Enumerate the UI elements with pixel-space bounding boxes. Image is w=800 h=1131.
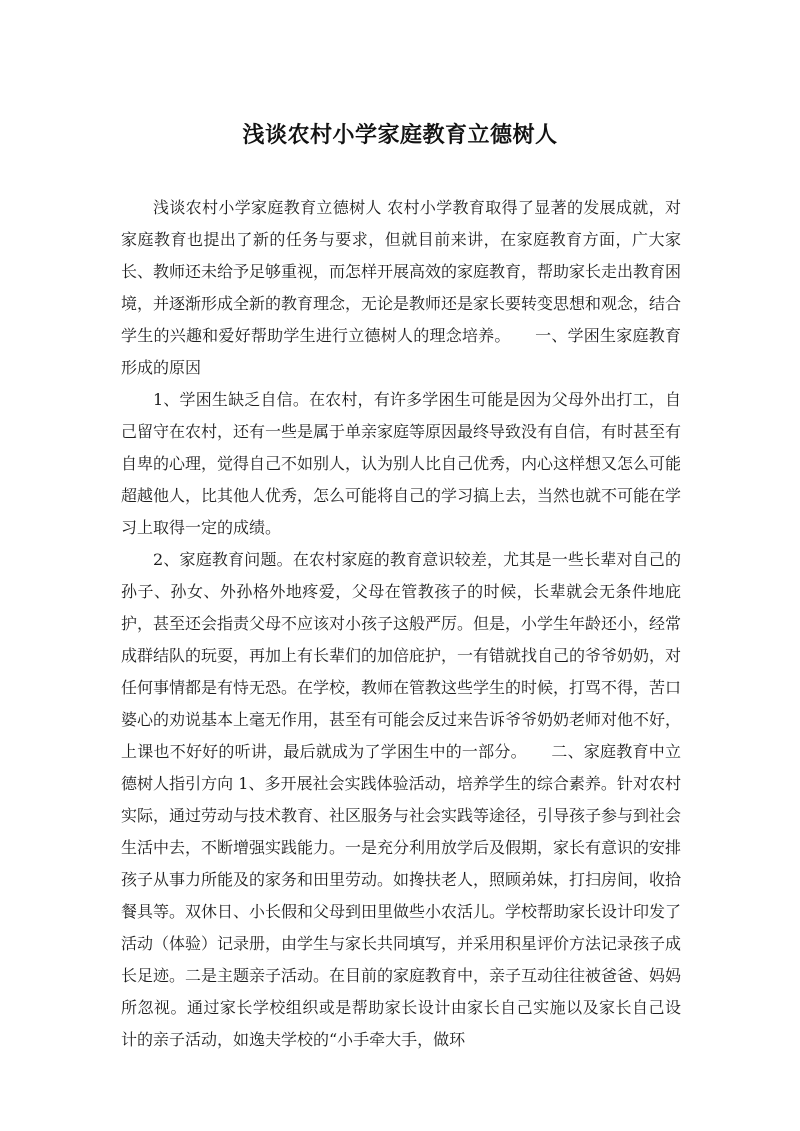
paragraph: 浅谈农村小学家庭教育立德树人 农村小学教育取得了显著的发展成就，对家庭教育也提出了新的任务与要求，但就目前来讲，在家庭教育方面，广大家长、教师还未给予足够重视，而怎样开展高效的家庭教育，帮助家长走出教育困境，并逐渐形成全新的教育理念，无论是教师还是家长要转变思想和观念，结合学生的兴趣和爱好帮助学生进行立德树人的理念培养。 一、学困生家庭教育形成的原因 [121,198,682,377]
document-body [121,192,681,1056]
paragraph: 1、学困生缺乏自信。在农村，有许多学困生可能是因为父母外出打工，自己留守在农村，还有一些是属于单亲家庭等原因最终导致没有自信，有时甚至有自卑的心理，觉得自己不如别人，认为别人比自己优秀，内心这样想又怎么可能超越他人，比其他人优秀，怎么可能将自己的学习搞上去，当然也就不可能在学习上取得一定的成绩。 [121,390,682,537]
document-title: 浅谈农村小学家庭教育立德树人 [242,123,558,148]
paragraph: 2、家庭教育问题。在农村家庭的教育意识较差，尤其是一些长辈对自己的孙子、孙女、外孙格外地疼爱，父母在管教孩子的时候，长辈就会无条件地庇护，甚至还会指责父母不应该对小孩子这般严厉。但是，小学生年龄还小，经常成群结队的玩耍，再加上有长辈们的加倍庇护，一有错就找自己的爷爷奶奶，对任何事情都是有恃无恐。在学校，教师在管教这些学生的时候，打骂不得，苦口婆心的劝说基本上毫无作用，甚至有可能会反过来告诉爷爷奶奶老师对他不好，上课也不好好的听讲，最后就成为了学困生中的一部分。 二、家庭教育中立德树人指引方向 1、多开展社会实践体验活动，培养学生的综合素养。针对农村实际，通过劳动与技术教育、社区服务与社会实践等途径，引导孩子参与到社会生活中去，不断增强实践能力。一是充分利用放学后及假期，家长有意识的安排孩子从事力所能及的家务和田里劳动。如搀扶老人，照顾弟妹，打扫房间，收拾餐具等。双休日、小长假和父母到田里做些小农活儿。学校帮助家长设计印发了活动（体验）记录册，由学生与家长共同填写，并采用积星评价方法记录孩子成长足迹。二是主题亲子活动。在目前的家庭教育中，亲子互动往往被爸爸、妈妈所忽视。通过家长学校组织或是帮助家长设计由家长自己实施以及家长自己设 计的亲子活动，如逸夫学校的“小手牵大手，做环 [121,550,682,1049]
